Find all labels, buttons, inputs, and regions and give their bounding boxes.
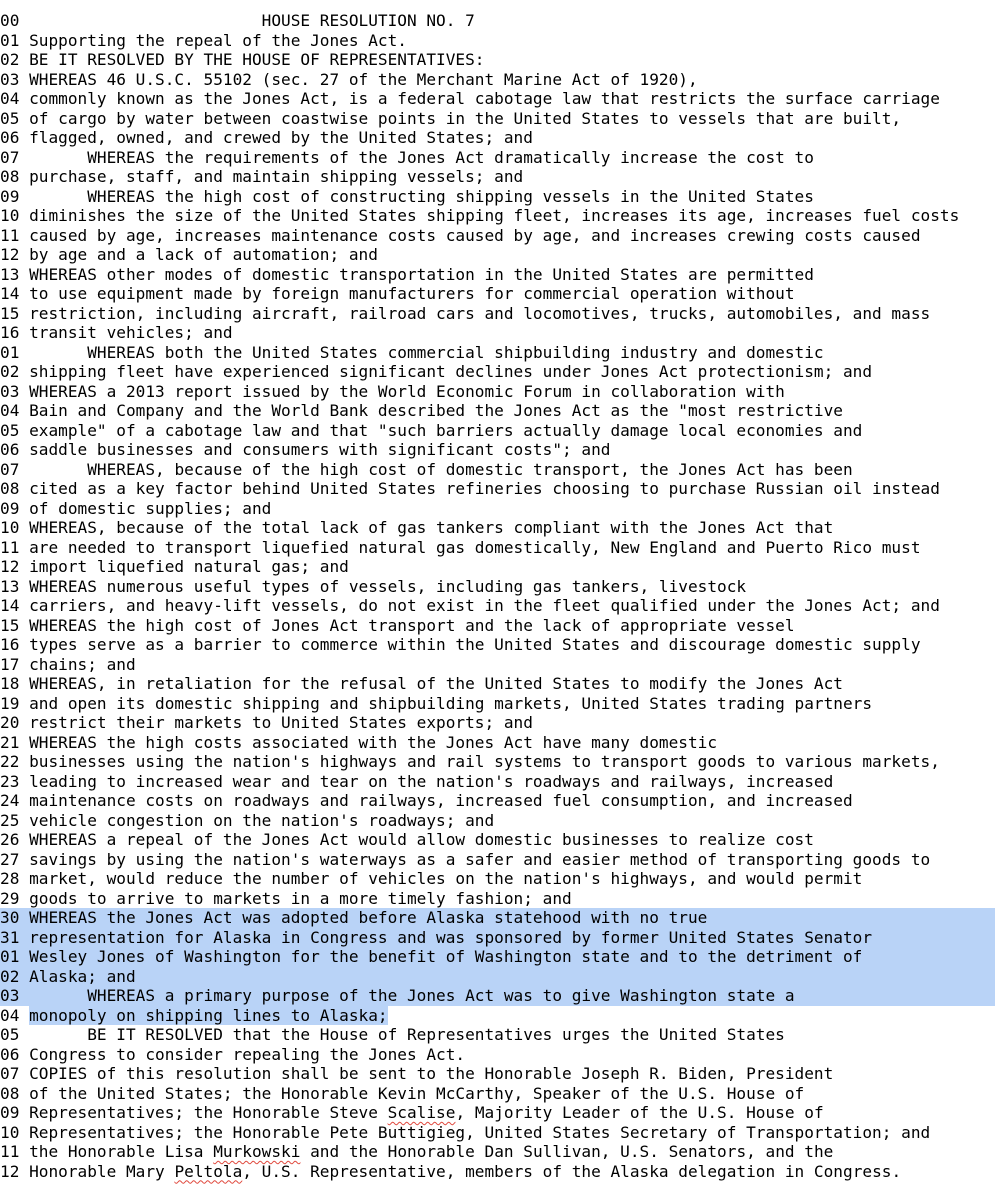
line-number: 20: [0, 713, 20, 732]
document-line: [0, 538, 995, 558]
line-text: WHEREAS a repeal of the Jones Act would allow domestic businesses to realize cost: [29, 830, 814, 849]
line-number: 03: [0, 986, 20, 1005]
line-number: 24: [0, 791, 20, 810]
line-text: WHEREAS, in retaliation for the refusal of the United States to modify the Jones Act: [29, 674, 843, 693]
line-number: 01: [0, 342, 20, 362]
line-text: Alaska; and: [29, 966, 136, 986]
line-text: import liquefied natural gas; and: [29, 557, 349, 576]
document-line: [0, 986, 995, 1006]
line-number: 12: [0, 245, 20, 264]
document-line: [0, 1006, 995, 1026]
document-line: [0, 811, 995, 831]
line-number: 05: [0, 108, 20, 128]
document-line: [0, 284, 995, 304]
document-line: [0, 674, 995, 694]
line-number: 09: [0, 1103, 20, 1122]
line-number: 09: [0, 186, 20, 206]
line-text: Congress to consider repealing the Jones Act.: [29, 1044, 466, 1064]
line-text: example" of a cabotage law and that "such barriers actually damage local economies and: [29, 420, 863, 440]
document-line: [0, 70, 995, 90]
document-line: [0, 1142, 995, 1162]
document-line: [0, 713, 995, 733]
line-number: 10: [0, 518, 20, 537]
line-number: 09: [0, 498, 20, 518]
line-text: WHEREAS both the United States commercial shipbuilding industry and domestic: [87, 342, 824, 362]
line-text: restrict their markets to United States exports; and: [29, 713, 533, 732]
line-number: 06: [0, 440, 20, 459]
line-text: restriction, including aircraft, railroad cars and locomotives, trucks, automobiles, and mass: [29, 303, 931, 323]
line-text: of the United States; the Honorable Kevin McCarthy, Speaker of the U.S. House of: [29, 1083, 805, 1103]
line-number: 01: [0, 30, 20, 50]
line-number: 28: [0, 869, 20, 888]
line-number: 03: [0, 69, 20, 89]
line-text: leading to increased wear and tear on the nation's roadways and railways, increased: [29, 771, 834, 791]
document-line: [0, 50, 995, 70]
line-number: 02: [0, 362, 20, 381]
document-line: [0, 1123, 995, 1143]
line-text: WHEREAS the requirements of the Jones Act dramatically increase the cost to: [87, 147, 814, 167]
line-number: 08: [0, 167, 20, 186]
line-number: 11: [0, 1142, 20, 1161]
line-text: caused by age, increases maintenance costs caused by age, and increases crewing costs caused: [29, 225, 921, 245]
line-text: BE IT RESOLVED BY THE HOUSE OF REPRESENTATIVES:: [29, 50, 485, 69]
line-text: vehicle congestion on the nation's roadways; and: [29, 810, 495, 830]
line-number: 15: [0, 615, 20, 635]
line-text: WHEREAS the high costs associated with the Jones Act have many domestic: [29, 732, 718, 752]
document-line: [0, 967, 995, 987]
line-number: 03: [0, 381, 20, 401]
resolution-document[interactable]: [0, 11, 995, 1181]
line-number: 06: [0, 1044, 20, 1064]
line-number: 16: [0, 635, 20, 654]
line-number: 04: [0, 1005, 20, 1025]
line-number: 11: [0, 225, 20, 245]
line-text: cited as a key factor behind United States refineries choosing to purchase Russian oil instead: [29, 479, 940, 498]
line-number: 26: [0, 830, 20, 849]
document-line: [0, 89, 995, 109]
document-line: [0, 1084, 995, 1104]
document-line: [0, 518, 995, 538]
line-text: WHEREAS, because of the total lack of gas tankers compliant with the Jones Act that: [29, 518, 834, 537]
document-line: [0, 947, 995, 967]
line-text: WHEREAS the high cost of constructing shipping vessels in the United States: [87, 186, 814, 206]
document-line: [0, 206, 995, 226]
line-text: Bain and Company and the World Bank described the Jones Act as the "most restrictive: [29, 401, 843, 420]
line-number: 10: [0, 1122, 20, 1142]
line-text: monopoly on shipping lines to Alaska;: [29, 1005, 388, 1025]
document-line: [0, 265, 995, 285]
line-text: WHEREAS a primary purpose of the Jones Act was to give Washington state a: [87, 986, 795, 1005]
document-line: [0, 245, 995, 265]
line-number: 01: [0, 947, 20, 966]
document-line: [0, 421, 995, 441]
line-number: 31: [0, 927, 20, 947]
line-text: flagged, owned, and crewed by the United States; and: [29, 128, 533, 147]
line-number: 23: [0, 771, 20, 791]
line-number: 02: [0, 966, 20, 986]
line-number: 06: [0, 128, 20, 147]
document-line: [0, 187, 995, 207]
document-line: [0, 167, 995, 187]
spellcheck-flagged-word[interactable]: Peltola: [174, 1161, 243, 1181]
line-number: 11: [0, 537, 20, 557]
line-text: businesses using the nation's highways and rail systems to transport goods to various markets,: [29, 752, 940, 771]
document-line: [0, 226, 995, 246]
line-number: 04: [0, 401, 20, 420]
line-number: 30: [0, 908, 20, 927]
line-text: Supporting the repeal of the Jones Act.: [29, 30, 407, 50]
line-text: types serve as a barrier to commerce within the United States and discourage domestic supply: [29, 635, 921, 654]
document-line: [0, 616, 995, 636]
line-number: 02: [0, 50, 20, 69]
document-line: [0, 323, 995, 343]
line-text: and open its domestic shipping and shipbuilding markets, United States trading partners: [29, 693, 873, 713]
line-text: WHEREAS the high cost of Jones Act transport and the lack of appropriate vessel: [29, 615, 795, 635]
line-text: WHEREAS numerous useful types of vessels, including gas tankers, livestock: [29, 576, 747, 596]
line-text: chains; and: [29, 654, 136, 674]
document-line: [0, 655, 995, 675]
title-line: [0, 11, 995, 31]
line-text: are needed to transport liquefied natural gas domestically, New England and Puerto Rico must: [29, 537, 921, 557]
document-line: [0, 772, 995, 792]
line-number: 07: [0, 147, 20, 167]
document-line: [0, 791, 995, 811]
line-text: to use equipment made by foreign manufacturers for commercial operation without: [29, 284, 795, 303]
line-text: saddle businesses and consumers with significant costs"; and: [29, 440, 611, 459]
line-number: 04: [0, 89, 20, 108]
line-number: 13: [0, 576, 20, 596]
spellcheck-flagged-word[interactable]: Murkowski: [213, 1142, 301, 1161]
line-number: 00: [0, 11, 20, 30]
line-number: 10: [0, 206, 20, 225]
document-line: [0, 128, 995, 148]
document-line: [0, 1162, 995, 1182]
line-number: 13: [0, 264, 20, 284]
line-text: WHEREAS a 2013 report issued by the World Economic Forum in collaboration with: [29, 381, 785, 401]
line-number: 21: [0, 732, 20, 752]
document-line: [0, 1025, 995, 1045]
line-number: 14: [0, 284, 20, 303]
line-text: transit vehicles; and: [29, 323, 233, 342]
document-line: [0, 928, 995, 948]
document-line: [0, 304, 995, 324]
document-line: [0, 577, 995, 597]
line-number: 07: [0, 459, 20, 479]
document-line: [0, 908, 995, 928]
line-text: WHEREAS, because of the high cost of domestic transport, the Jones Act has been: [87, 459, 853, 479]
line-text: representation for Alaska in Congress and was sponsored by former United States Senator: [29, 927, 873, 947]
line-number: 15: [0, 303, 20, 323]
line-text: goods to arrive to markets in a more timely fashion; and: [29, 888, 572, 908]
document-line: [0, 382, 995, 402]
line-text: savings by using the nation's waterways as a safer and easier method of transporting goods to: [29, 849, 931, 869]
document-line: [0, 869, 995, 889]
document-line: [0, 733, 995, 753]
line-text: by age and a lack of automation; and: [29, 245, 378, 264]
line-text: purchase, staff, and maintain shipping vessels; and: [29, 167, 524, 186]
document-line: [0, 1045, 995, 1065]
line-text: WHEREAS other modes of domestic transportation in the United States are permitted: [29, 264, 814, 284]
line-number: 08: [0, 479, 20, 498]
document-line: [0, 109, 995, 129]
line-number: 18: [0, 674, 20, 693]
document-line: [0, 148, 995, 168]
line-text: COPIES of this resolution shall be sent to the Honorable Joseph R. Biden, President: [29, 1064, 834, 1083]
line-number: 16: [0, 323, 20, 342]
line-text: of domestic supplies; and: [29, 498, 272, 518]
document-line: [0, 557, 995, 577]
document-line: [0, 635, 995, 655]
line-number: 05: [0, 420, 20, 440]
line-text: market, would reduce the number of vehicles on the nation's highways, and would permit: [29, 869, 863, 888]
line-number: 12: [0, 557, 20, 576]
line-text: carriers, and heavy-lift vessels, do not exist in the fleet qualified under the Jones Act; and: [29, 596, 940, 615]
line-text: Representatives; the Honorable Pete Buttigieg, United States Secretary of Transportation; and: [29, 1122, 931, 1142]
line-number: 14: [0, 596, 20, 615]
document-line: [0, 31, 995, 51]
document-line: [0, 460, 995, 480]
document-line: [0, 479, 995, 499]
line-number: 07: [0, 1064, 20, 1083]
line-text: WHEREAS 46 U.S.C. 55102 (sec. 27 of the Merchant Marine Act of 1920),: [29, 69, 698, 89]
line-number: 12: [0, 1161, 20, 1181]
line-number: 25: [0, 810, 20, 830]
document-line: [0, 440, 995, 460]
spellcheck-flagged-word[interactable]: Scalise: [387, 1103, 456, 1122]
document-line: [0, 850, 995, 870]
line-text: Wesley Jones of Washington for the benefit of Washington state and to the detriment of: [29, 947, 863, 966]
document-line: [0, 362, 995, 382]
line-text: the Honorable Lisa Murkowski and the Honorable Dan Sullivan, U.S. Senators, and the: [29, 1142, 834, 1161]
line-text: Honorable Mary Peltola, U.S. Representative, members of the Alaska delegation in Congress.: [29, 1161, 902, 1181]
document-line: [0, 752, 995, 772]
document-line: [0, 499, 995, 519]
line-text: commonly known as the Jones Act, is a federal cabotage law that restricts the surface carriage: [29, 89, 940, 108]
document-line: [0, 401, 995, 421]
line-number: 08: [0, 1083, 20, 1103]
document-line: [0, 889, 995, 909]
line-number: 22: [0, 752, 20, 771]
line-number: 17: [0, 654, 20, 674]
line-number: 19: [0, 693, 20, 713]
line-number: 27: [0, 849, 20, 869]
document-line: [0, 596, 995, 616]
line-text: Representatives; the Honorable Steve Scalise, Majority Leader of the U.S. House of: [29, 1103, 824, 1122]
line-number: 29: [0, 888, 20, 908]
document-line: [0, 1103, 995, 1123]
line-text: of cargo by water between coastwise points in the United States to vessels that are built,: [29, 108, 902, 128]
document-line: [0, 343, 995, 363]
document-line: [0, 1064, 995, 1084]
line-text: BE IT RESOLVED that the House of Representatives urges the United States: [87, 1025, 785, 1044]
line-number: 05: [0, 1025, 20, 1044]
document-line: [0, 694, 995, 714]
line-text: diminishes the size of the United States shipping fleet, increases its age, increases fuel costs: [29, 206, 960, 225]
document-line: [0, 830, 995, 850]
line-text: maintenance costs on roadways and railways, increased fuel consumption, and increased: [29, 791, 853, 810]
line-text: WHEREAS the Jones Act was adopted before Alaska statehood with no true: [29, 908, 708, 927]
document-title: HOUSE RESOLUTION NO. 7: [261, 11, 475, 30]
line-text: shipping fleet have experienced significant declines under Jones Act protectionism; and: [29, 362, 873, 381]
